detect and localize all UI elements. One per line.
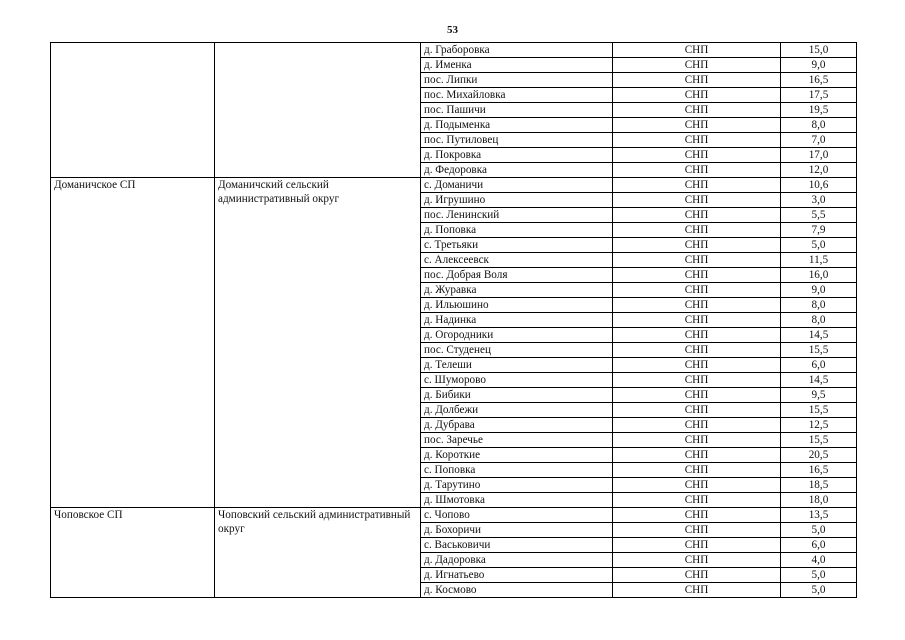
settlement-cell: д. Именка xyxy=(421,58,613,73)
settlement-cell: д. Журавка xyxy=(421,283,613,298)
value-cell: 8,0 xyxy=(781,313,857,328)
settlement-cell: д. Огородники xyxy=(421,328,613,343)
type-cell: СНП xyxy=(613,448,781,463)
district-cell xyxy=(215,43,421,178)
settlement-cell: с. Чопово xyxy=(421,508,613,523)
settlement-cell: д. Телеши xyxy=(421,358,613,373)
value-cell: 7,9 xyxy=(781,223,857,238)
value-cell: 9,5 xyxy=(781,388,857,403)
district-cell: Чоповский сельский административный округ xyxy=(215,508,421,598)
settlement-cell: д. Подыменка xyxy=(421,118,613,133)
type-cell: СНП xyxy=(613,463,781,478)
settlement-cell: с. Третьяки xyxy=(421,238,613,253)
type-cell: СНП xyxy=(613,73,781,88)
type-cell: СНП xyxy=(613,223,781,238)
settlement-cell: д. Игнатьево xyxy=(421,568,613,583)
type-cell: СНП xyxy=(613,343,781,358)
settlement-cell: д. Тарутино xyxy=(421,478,613,493)
value-cell: 3,0 xyxy=(781,193,857,208)
type-cell: СНП xyxy=(613,43,781,58)
value-cell: 10,6 xyxy=(781,178,857,193)
settlement-cell: д. Космово xyxy=(421,583,613,598)
value-cell: 13,5 xyxy=(781,508,857,523)
settlement-cell: д. Дадоровка xyxy=(421,553,613,568)
type-cell: СНП xyxy=(613,118,781,133)
value-cell: 5,0 xyxy=(781,523,857,538)
value-cell: 15,5 xyxy=(781,433,857,448)
value-cell: 15,5 xyxy=(781,403,857,418)
settlement-cell: д. Федоровка xyxy=(421,163,613,178)
settlement-cell: д. Бохоричи xyxy=(421,523,613,538)
value-cell: 6,0 xyxy=(781,538,857,553)
type-cell: СНП xyxy=(613,478,781,493)
value-cell: 5,5 xyxy=(781,208,857,223)
value-cell: 8,0 xyxy=(781,118,857,133)
type-cell: СНП xyxy=(613,403,781,418)
value-cell: 4,0 xyxy=(781,553,857,568)
type-cell: СНП xyxy=(613,553,781,568)
type-cell: СНП xyxy=(613,313,781,328)
type-cell: СНП xyxy=(613,328,781,343)
settlement-cell: д. Долбежи xyxy=(421,403,613,418)
value-cell: 5,0 xyxy=(781,583,857,598)
value-cell: 16,5 xyxy=(781,73,857,88)
value-cell: 15,0 xyxy=(781,43,857,58)
type-cell: СНП xyxy=(613,283,781,298)
value-cell: 5,0 xyxy=(781,568,857,583)
value-cell: 14,5 xyxy=(781,328,857,343)
type-cell: СНП xyxy=(613,373,781,388)
settlement-cell: д. Игрушино xyxy=(421,193,613,208)
settlements-table-body xyxy=(51,43,857,598)
municipality-cell: Чоповское СП xyxy=(51,508,215,598)
type-cell: СНП xyxy=(613,298,781,313)
settlement-cell: д. Поповка xyxy=(421,223,613,238)
value-cell: 12,5 xyxy=(781,418,857,433)
type-cell: СНП xyxy=(613,358,781,373)
value-cell: 14,5 xyxy=(781,373,857,388)
settlement-cell: пос. Студенец xyxy=(421,343,613,358)
type-cell: СНП xyxy=(613,103,781,118)
type-cell: СНП xyxy=(613,493,781,508)
district-cell: Доманичский сельский административный округ xyxy=(215,178,421,508)
settlement-cell: д. Ильюшино xyxy=(421,298,613,313)
settlement-cell: д. Шмотовка xyxy=(421,493,613,508)
type-cell: СНП xyxy=(613,88,781,103)
value-cell: 18,5 xyxy=(781,478,857,493)
value-cell: 9,0 xyxy=(781,58,857,73)
type-cell: СНП xyxy=(613,388,781,403)
type-cell: СНП xyxy=(613,253,781,268)
type-cell: СНП xyxy=(613,508,781,523)
table-row xyxy=(51,178,857,193)
settlements-table xyxy=(50,42,857,598)
settlement-cell: пос. Михайловка xyxy=(421,88,613,103)
settlement-cell: пос. Добрая Воля xyxy=(421,268,613,283)
value-cell: 17,5 xyxy=(781,88,857,103)
settlement-cell: д. Короткие xyxy=(421,448,613,463)
value-cell: 20,5 xyxy=(781,448,857,463)
type-cell: СНП xyxy=(613,433,781,448)
page-number: 53 xyxy=(447,24,458,36)
settlement-cell: пос. Заречье xyxy=(421,433,613,448)
settlement-cell: с. Васьковичи xyxy=(421,538,613,553)
type-cell: СНП xyxy=(613,58,781,73)
value-cell: 6,0 xyxy=(781,358,857,373)
value-cell: 15,5 xyxy=(781,343,857,358)
type-cell: СНП xyxy=(613,538,781,553)
type-cell: СНП xyxy=(613,163,781,178)
settlement-cell: д. Дубрава xyxy=(421,418,613,433)
value-cell: 12,0 xyxy=(781,163,857,178)
settlement-cell: д. Граборовка xyxy=(421,43,613,58)
value-cell: 18,0 xyxy=(781,493,857,508)
settlement-cell: с. Доманичи xyxy=(421,178,613,193)
table-row xyxy=(51,43,857,58)
type-cell: СНП xyxy=(613,193,781,208)
value-cell: 7,0 xyxy=(781,133,857,148)
type-cell: СНП xyxy=(613,268,781,283)
value-cell: 19,5 xyxy=(781,103,857,118)
value-cell: 5,0 xyxy=(781,238,857,253)
value-cell: 16,5 xyxy=(781,463,857,478)
type-cell: СНП xyxy=(613,238,781,253)
type-cell: СНП xyxy=(613,523,781,538)
settlement-cell: с. Алексеевск xyxy=(421,253,613,268)
municipality-cell: Доманичское СП xyxy=(51,178,215,508)
settlement-cell: с. Поповка xyxy=(421,463,613,478)
value-cell: 11,5 xyxy=(781,253,857,268)
value-cell: 16,0 xyxy=(781,268,857,283)
settlement-cell: д. Бибики xyxy=(421,388,613,403)
type-cell: СНП xyxy=(613,418,781,433)
value-cell: 17,0 xyxy=(781,148,857,163)
table-row xyxy=(51,508,857,523)
municipality-cell xyxy=(51,43,215,178)
type-cell: СНП xyxy=(613,208,781,223)
value-cell: 8,0 xyxy=(781,298,857,313)
settlement-cell: пос. Липки xyxy=(421,73,613,88)
type-cell: СНП xyxy=(613,568,781,583)
settlement-cell: пос. Пашичи xyxy=(421,103,613,118)
type-cell: СНП xyxy=(613,148,781,163)
settlement-cell: д. Покровка xyxy=(421,148,613,163)
settlement-cell: с. Шуморово xyxy=(421,373,613,388)
type-cell: СНП xyxy=(613,583,781,598)
settlement-cell: пос. Ленинский xyxy=(421,208,613,223)
value-cell: 9,0 xyxy=(781,283,857,298)
settlement-cell: пос. Путиловец xyxy=(421,133,613,148)
type-cell: СНП xyxy=(613,133,781,148)
type-cell: СНП xyxy=(613,178,781,193)
settlement-cell: д. Надинка xyxy=(421,313,613,328)
